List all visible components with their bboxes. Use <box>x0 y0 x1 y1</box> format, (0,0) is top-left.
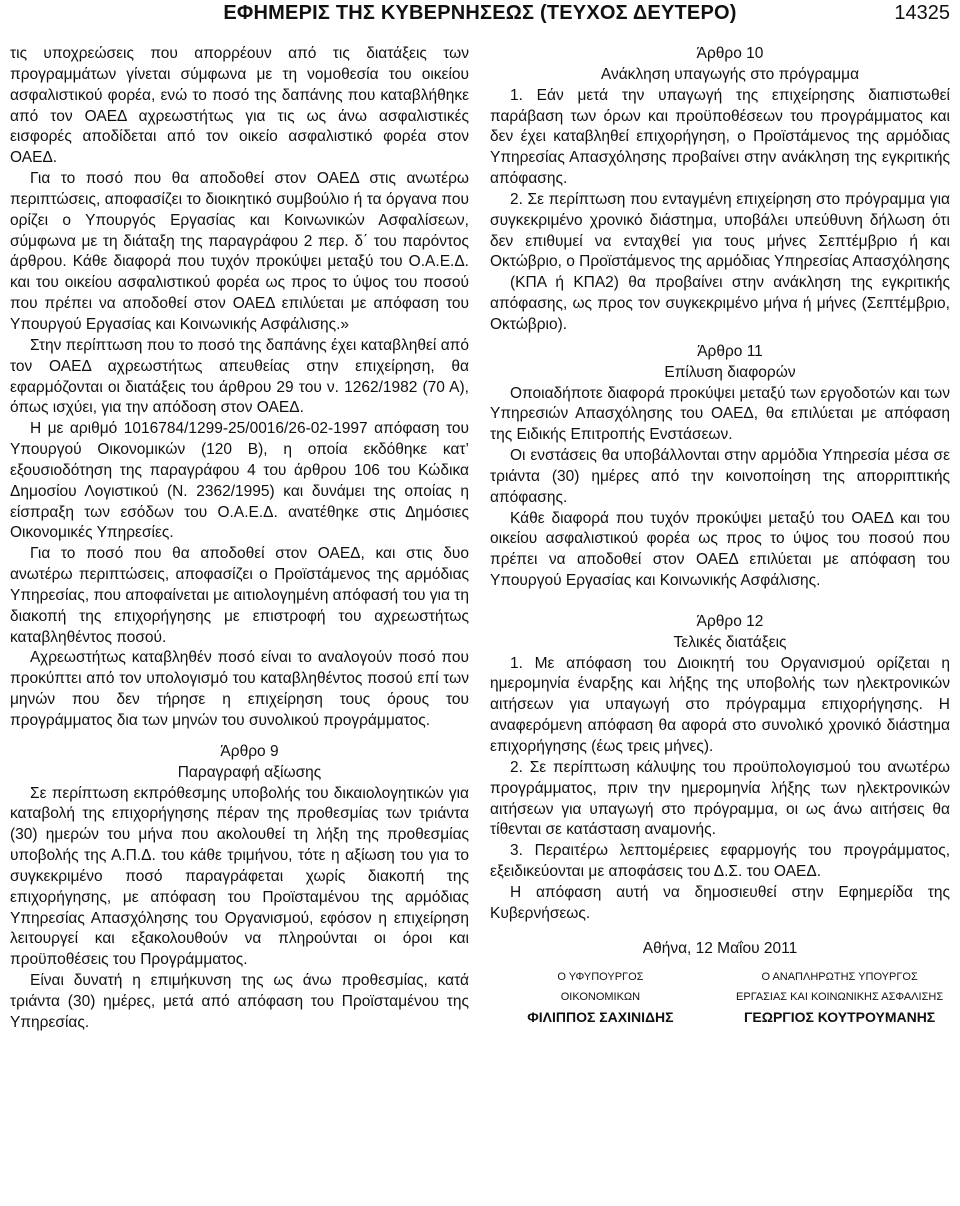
article-12-heading: Άρθρο 12 <box>696 612 764 630</box>
page-number: 14325 <box>894 2 950 24</box>
paragraph: 1. Εάν μετά την υπαγωγή της επιχείρησης διαπιστωθεί παράβαση των όρων και προϋποθέσεων του προγράμματος και δεν έχει καταβληθεί επιχορήγηση, ο Προϊστάμενος της αρμόδιας Υπηρεσίας Απασχόλησης προβαίνει στην ανάκληση της εγκριτικής απόφασης. <box>490 86 950 188</box>
signatory-title: Ο ΥΦΥΠΟΥΡΓΟΣ <box>557 971 644 984</box>
signing-date: Αθήνα, 12 Μαΐου 2011 <box>642 939 798 957</box>
article-9-subheading: Παραγραφή αξίωσης <box>177 763 322 781</box>
signatory-title: Ο ΑΝΑΠΛΗΡΩΤΗΣ ΥΠΟΥΡΓΟΣ <box>761 971 918 984</box>
signatures <box>490 967 950 1027</box>
paragraph: Οποιαδήποτε διαφορά προκύψει μεταξύ των εργοδοτών και των Υπηρεσιών Απασχόλησης του ΟΑΕΔ, θα επιλύεται με απόφαση της Ειδικής Επιτροπής Ενστάσεων. <box>490 384 950 444</box>
paragraph: Η απόφαση αυτή να δημοσιευθεί στην Εφημερίδα της Κυβερνήσεως. <box>490 883 950 922</box>
paragraph: Στην περίπτωση που το ποσό της δαπάνης έχει καταβληθεί από τον ΟΑΕΔ αχρεωστήτως απευθείας στην επιχείρηση, θα εφαρμόζονται οι διατάξεις του άρθρου 29 του ν. 1262/1982 (70 Α), όπως ισχύει, για την απόδοση στον ΟΑΕΔ. <box>10 336 469 417</box>
article-9-heading: Άρθρο 9 <box>220 742 279 760</box>
signatory-name: ΓΕΩΡΓΙΟΣ ΚΟΥΤΡΟΥΜΑΝΗΣ <box>743 1009 936 1026</box>
signature-right <box>729 967 950 1027</box>
left-column <box>10 44 469 1034</box>
paragraph: Η με αριθμό 1016784/1299-25/0016/26-02-1997 απόφαση του Υπουργού Οικονομικών (120 Β), η οποία εκδόθηκε κατ’ εξουσιοδότηση της παραγράφου 4 του άρθρου 106 του Κώδικα Δημοσίου Λογιστικού (Ν. 2362/1995) και δυνάμει της οποίας η είσπραξη των εσόδων του Ο.Α.Ε.Δ. ανατέθηκε στις Δημόσιες Οικονομικές Υπηρεσίες. <box>10 420 469 542</box>
page-header <box>0 0 960 32</box>
paragraph: (ΚΠΑ ή ΚΠΑ2) θα προβαίνει στην ανάκληση της εγκριτικής απόφασης, ως προς τον συγκεκριμένο μήνα ή μήνες (Σεπτέμβριο, Οκτώβριο). <box>490 274 950 333</box>
paragraph: Για το ποσό που θα αποδοθεί στον ΟΑΕΔ στις ανωτέρω περιπτώσεις, αποφασίζει το διοικητικό συμβούλιο ή τα όργανα που ορίζει ο Υπουργός Εργασίας και Κοινωνικών Ασφαλίσεων, σύμφωνα με τη διάταξη της παραγράφου 2 περ. δ΄ του παρόντος άρθρου. Κάθε διαφορά που τυχόν προκύψει μεταξύ του Ο.Α.Ε.Δ. και του οικείου ασφαλιστικού φορέα ως προς το ύψος του ποσού που πρέπει να αποδοθεί στον ΟΑΕΔ επιλύεται με απόφαση του Υπουργού Εργασίας και Κοινωνικής Ασφάλισης.» <box>10 170 469 333</box>
article-12-subheading: Τελικές διατάξεις <box>673 633 787 651</box>
paragraph: 2. Σε περίπτωση που ενταγμένη επιχείρηση στο πρόγραμμα για συγκεκριμένο χρονικό διάστημα, υποβάλει υπεύθυνη δήλωση ότι δεν επιθυμεί να ενταχθεί για τους μήνες Σεπτέμβριο ή και Οκτώβριο, ο Προϊστάμενος της αρμόδιας Υπηρεσίας Απασχόλησης <box>490 190 950 271</box>
paragraph: Οι ενστάσεις θα υποβάλλονται στην αρμόδια Υπηρεσία μέσα σε τριάντα (30) ημέρες από την κοινοποίηση της απορριπτικής απόφασης. <box>490 447 950 506</box>
paragraph: Για το ποσό που θα αποδοθεί στον ΟΑΕΔ, και στις δυο ανωτέρω περιπτώσεις, αποφασίζει ο Προϊστάμενος της αρμόδιας Υπηρεσίας, που αποφαίνεται με αιτιολογημένη απόφασή του για τη διακοπή της επιχορήγησης με επιστροφή του αχρεωστήτως καταβληθέντος ποσού. <box>10 545 469 646</box>
signatory-name: ΦΙΛΙΠΠΟΣ ΣΑΧΙΝΙΔΗΣ <box>527 1009 674 1026</box>
article-11-heading: Άρθρο 11 <box>697 342 763 360</box>
paragraph: Είναι δυνατή η επιμήκυνση της ως άνω προθεσμίας, κατά τριάντα (30) ημέρες, μετά από απόφαση του Προϊσταμένου της Υπηρεσίας. <box>10 972 469 1031</box>
right-column <box>490 44 950 1027</box>
paragraph: τις υποχρεώσεις που απορρέουν από τις διατάξεις των προγραμμάτων γίνεται σύμφωνα με τη νομοθεσία του οικείου ασφαλιστικού φορέα, ενώ το ποσό της δαπάνης που καταβλήθηκε από τον ΟΑΕΔ αχρεωστήτως για τις ως άνω ασφαλιστικές εισφορές αποδίδεται από τον οικείο ασφαλιστικό φορέα στον ΟΑΕΔ. <box>10 45 469 167</box>
signatory-title: ΕΡΓΑΣΙΑΣ ΚΑΙ ΚΟΙΝΩΝΙΚΗΣ ΑΣΦΑΛΙΣΗΣ <box>736 991 944 1004</box>
signature-left <box>490 967 711 1027</box>
paragraph: Αχρεωστήτως καταβληθέν ποσό είναι το αναλογούν ποσό που προκύπτει από τον υπολογισμό του καταβληθέντος ποσού επί των μηνών που δεν τήρησε η επιχείρηση τους όρους του προγράμματος δια των μηνών του συνολικού προγράμματος. <box>10 649 469 729</box>
paragraph: 1. Με απόφαση του Διοικητή του Οργανισμού ορίζεται η ημερομηνία έναρξης και λήξης της υποβολής των ηλεκτρονικών αιτήσεων για υπαγωγή στο πρόγραμμα επιχορήγησης. Η αναφερόμενη απόφαση θα αφορά στο συνολικό χρονικό διάστημα επιχορήγησης (έως τρεις μήνες). <box>490 654 950 755</box>
paragraph: 2. Σε περίπτωση κάλυψης του προϋπολογισμού του ανωτέρω προγράμματος, πριν την ημερομηνία λήξης των ηλεκτρονικών αιτήσεων για υπαγωγή στο πρόγραμμα, οι ως άνω αιτήσεις θα τίθενται σε κατάσταση αναμονής. <box>490 758 950 839</box>
article-10-subheading: Ανάκληση υπαγωγής στο πρόγραμμα <box>600 65 860 83</box>
gazette-title: ΕΦΗΜΕΡΙΣ ΤΗΣ ΚΥΒΕΡΝΗΣΕΩΣ (ΤΕΥΧΟΣ ΔΕΥΤΕΡΟ) <box>223 2 737 24</box>
paragraph: Κάθε διαφορά που τυχόν προκύψει μεταξύ του ΟΑΕΔ και του οικείου ασφαλιστικού φορέα ως προς το ύψος του ποσού που πρέπει να αποδοθεί στον ΟΑΕΔ επιλύεται με απόφαση του Υπουργού Εργασίας και Κοινωνικής Ασφάλισης. <box>490 509 950 590</box>
article-10-heading: Άρθρο 10 <box>696 45 764 62</box>
paragraph: 3. Περαιτέρω λεπτομέρειες εφαρμογής του προγράμματος, εξειδικεύονται με αποφάσεις του Δ.Σ. του ΟΑΕΔ. <box>490 842 950 881</box>
signatory-title: ΟΙΚΟΝΟΜΙΚΩΝ <box>560 991 641 1004</box>
article-11-subheading: Επίλυση διαφορών <box>664 363 796 381</box>
paragraph: Σε περίπτωση εκπρόθεσμης υποβολής του δικαιολογητικών για καταβολή της επιχορήγησης πέραν της προθεσμίας των τριάντα (30) ημερών του μήνα που ακολουθεί τη λήξη της προθεσμίας υποβολής της Α.Π.Δ. του κάθε τριμήνου, τότε η αξίωση του για το συγκεκριμένο ποσό παραγράφεται χωρίς διακοπή της επιχορήγησης, με απόφαση του Προϊσταμένου της αρμόδιας Υπηρεσίας Απασχόλησης του Οργανισμού, εφόσον η επιχείρηση λειτουργεί και εξακολουθούν να πληρούνται οι όροι και προϋποθέσεις του Προγράμματος. <box>10 784 469 969</box>
